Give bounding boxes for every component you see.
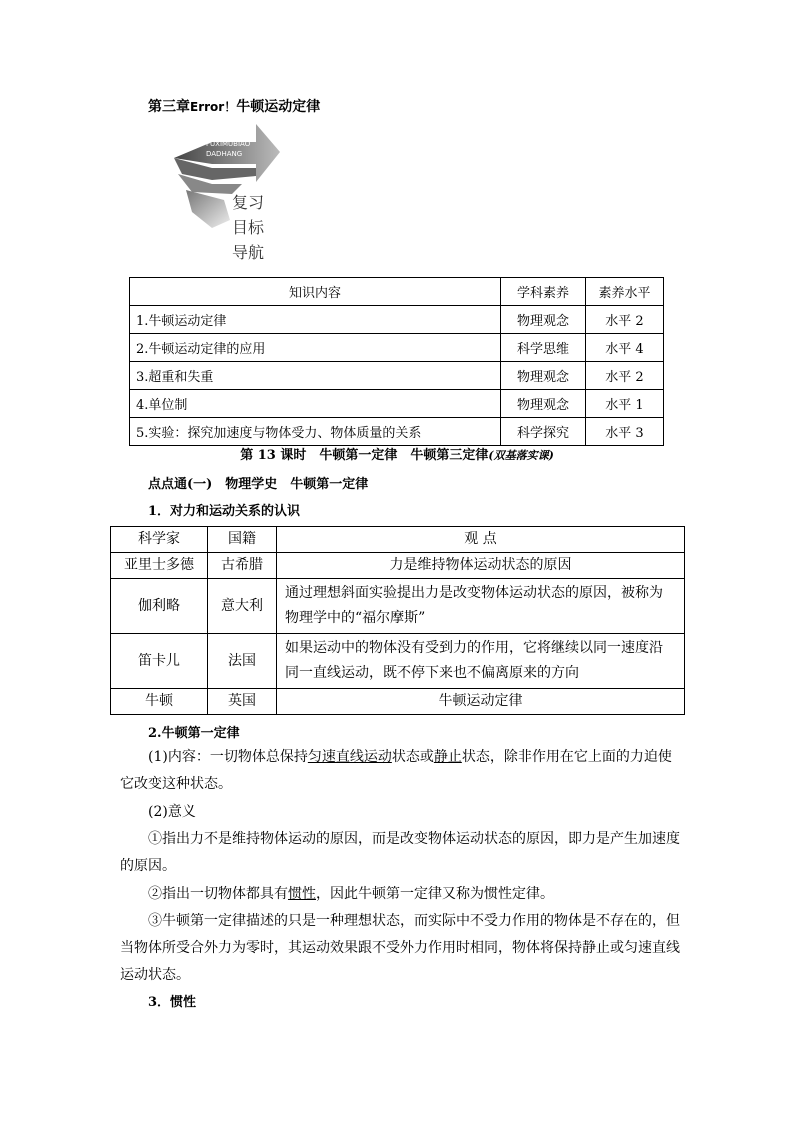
paragraph-content <box>120 744 680 798</box>
p1-text-a: (1)内容：一切物体总保持 <box>148 749 308 765</box>
table-row <box>130 306 664 334</box>
table-row <box>111 634 685 689</box>
p1-underline-1: 匀速直线运动 <box>307 749 392 765</box>
paragraph-meaning-heading: (2)意义 <box>148 804 196 820</box>
cell-knowledge: 1.牛顿运动定律 <box>130 306 501 334</box>
cell-nationality: 法国 <box>208 634 277 689</box>
table-header-row <box>111 527 685 553</box>
cell-level: 水平 3 <box>586 418 664 446</box>
p4-text-b: ，因此牛顿第一定律又称为惯性定律。 <box>316 886 554 902</box>
cell-nationality: 古希腊 <box>208 553 277 579</box>
paragraph-meaning-2 <box>120 881 680 908</box>
cell-viewpoint: 牛顿运动定律 <box>277 689 685 715</box>
header-knowledge: 知识内容 <box>130 278 501 306</box>
p4-underline: 惯性 <box>288 886 316 902</box>
cell-knowledge: 3.超重和失重 <box>130 362 501 390</box>
section-heading: 点点通(一) 物理学史 牛顿第一定律 <box>148 477 369 492</box>
cell-literacy: 物理观念 <box>501 390 586 418</box>
header-scientist: 科学家 <box>111 527 208 553</box>
cell-viewpoint: 如果运动中的物体没有受到力的作用，它将继续以同一速度沿同一直线运动，既不停下来也不偏离原来的方向 <box>277 634 685 689</box>
cell-viewpoint: 通过理想斜面实验提出力是改变物体运动状态的原因，被称为物理学中的“福尔摩斯” <box>277 579 685 634</box>
paragraph-meaning-3: ③牛顿第一定律描述的只是一种理想状态，而实际中不受力作用的物体是不存在的，但当物体所受合外力为零时，其运动效果跟不受外力作用时相同，物体将保持静止或匀速直线运动状态。 <box>120 913 680 983</box>
cell-scientist: 牛顿 <box>111 689 208 715</box>
cell-scientist: 伽利略 <box>111 579 208 634</box>
p1-text-c: 状态，除非作用在它上面的力迫使它改变这种状态。 <box>120 749 672 792</box>
review-nav-label <box>232 190 264 265</box>
chapter-suffix: 牛顿运动定律 <box>236 99 321 115</box>
banner-en-line1: FUXIMUBIAO <box>206 140 251 148</box>
p1-underline-2: 静止 <box>433 749 462 765</box>
banner-en-line2: DADHANG <box>206 150 243 158</box>
cell-nationality: 英国 <box>208 689 277 715</box>
cell-literacy: 物理观念 <box>501 306 586 334</box>
cell-level: 水平 1 <box>586 390 664 418</box>
cell-level: 水平 2 <box>586 306 664 334</box>
chapter-error-text: Error！ <box>190 100 237 114</box>
paragraph-meaning-1: ①指出力不是维持物体运动的原因，而是改变物体运动状态的原因，即力是产生加速度的原因。 <box>120 831 680 874</box>
cell-knowledge: 4.单位制 <box>130 390 501 418</box>
cell-level: 水平 2 <box>586 362 664 390</box>
table-row <box>130 334 664 362</box>
header-nationality: 国籍 <box>208 527 277 553</box>
cell-nationality: 意大利 <box>208 579 277 634</box>
table-row <box>111 579 685 634</box>
table-row <box>130 390 664 418</box>
p4-text-a: ②指出一切物体都具有 <box>148 886 288 902</box>
table-row <box>130 362 664 390</box>
lesson-title <box>0 444 794 463</box>
table-header-row <box>130 278 664 306</box>
table-row <box>111 553 685 579</box>
cell-level: 水平 4 <box>586 334 664 362</box>
lesson-tag: (双基落实课) <box>488 449 554 462</box>
cell-scientist: 笛卡儿 <box>111 634 208 689</box>
cell-knowledge: 2.牛顿运动定律的应用 <box>130 334 501 362</box>
subsection-heading-2: 2.牛顿第一定律 <box>148 726 240 741</box>
nav-word-1: 复习 <box>232 193 265 212</box>
cell-viewpoint: 力是维持物体运动状态的原因 <box>277 553 685 579</box>
cell-literacy: 物理观念 <box>501 362 586 390</box>
header-literacy: 学科素养 <box>501 278 586 306</box>
nav-word-3: 导航 <box>232 243 265 262</box>
p1-text-b: 状态或 <box>391 749 434 765</box>
history-table <box>110 526 685 715</box>
lesson-title-text: 第 13 课时 牛顿第一定律 牛顿第三定律 <box>240 448 489 463</box>
table-row <box>111 689 685 715</box>
cell-knowledge: 5.实验：探究加速度与物体受力、物体质量的关系 <box>130 418 501 446</box>
overview-table <box>129 277 664 446</box>
cell-scientist: 亚里士多德 <box>111 553 208 579</box>
header-level: 素养水平 <box>586 278 664 306</box>
nav-word-2: 目标 <box>232 218 265 237</box>
cell-literacy: 科学探究 <box>501 418 586 446</box>
table-row <box>130 418 664 446</box>
header-viewpoint: 观 点 <box>277 527 685 553</box>
chapter-prefix: 第三章 <box>148 99 190 115</box>
subsection-heading-3: 3．惯性 <box>148 995 197 1010</box>
cell-literacy: 科学思维 <box>501 334 586 362</box>
subsection-heading-1: 1．对力和运动关系的认识 <box>148 504 301 519</box>
review-banner-graphic <box>172 120 284 230</box>
chapter-title <box>148 96 320 116</box>
